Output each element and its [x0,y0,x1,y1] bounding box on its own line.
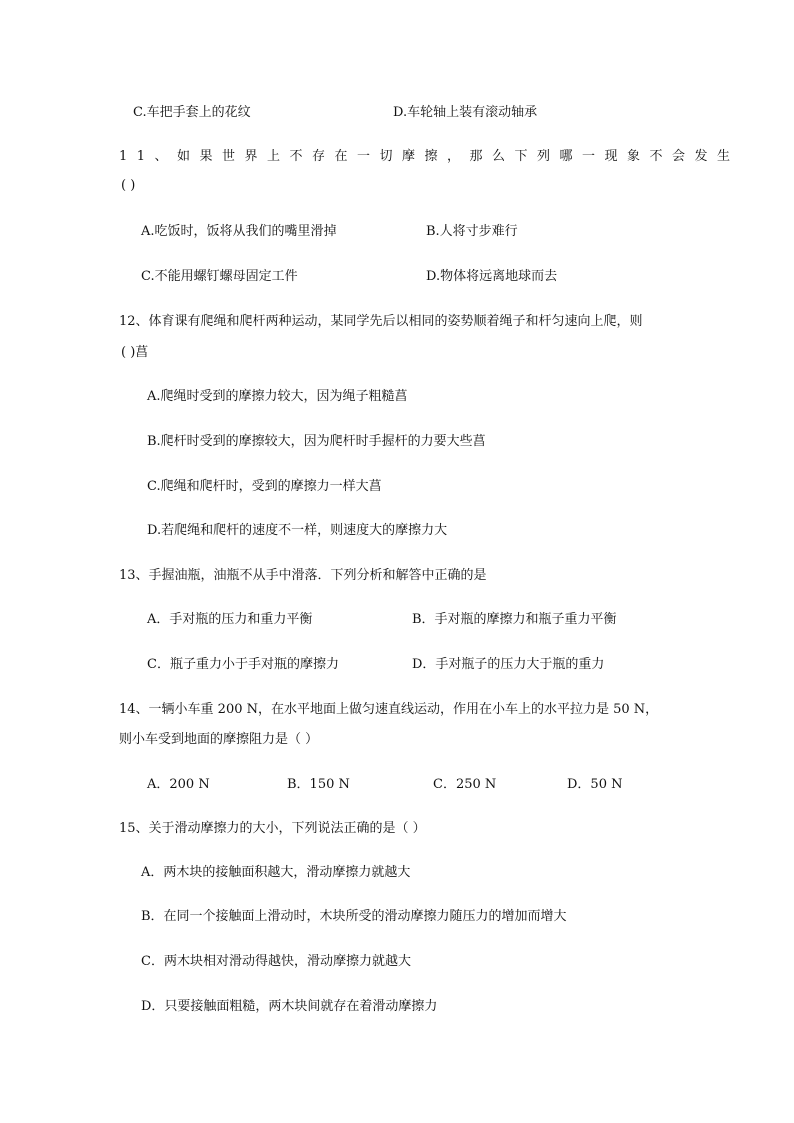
q12-stem: 12、体育课有爬绳和爬杆两种运动，某同学先后以相同的姿势顺着绳子和杆匀速向上爬，则 [119,314,643,329]
q11-option-a: A.吃饭时，饭将从我们的嘴里滑掉 [141,224,337,239]
q15-stem: 15、关于滑动摩擦力的大小，下列说法正确的是（ ） [119,821,426,836]
q15-option-a: A．两木块的接触面积越大，滑动摩擦力就越大 [141,865,411,880]
q15-option-d: D．只要接触面粗糙，两木块间就存在着滑动摩擦力 [141,999,438,1014]
q14-option-a: A．200 N [147,777,210,792]
q11-answer-paren: ( ) [121,178,136,193]
q10-option-c: C.车把手套上的花纹 [133,105,251,120]
q13-option-a: A．手对瓶的压力和重力平衡 [147,612,313,627]
q14-stem-line2: 则小车受到地面的摩擦阻力是（ ） [119,732,319,747]
q10-option-d: D.车轮轴上装有滚动轴承 [393,105,538,120]
q11-option-c: C.不能用螺钉螺母固定工件 [141,269,298,284]
q14-stem: 14、一辆小车重 200 N，在水平地面上做匀速直线运动，作用在小车上的水平拉力是 50 N， [119,702,659,717]
q13-option-b: B．手对瓶的摩擦力和瓶子重力平衡 [412,612,617,627]
q14-option-d: D．50 N [567,777,623,792]
q12-option-a: A.爬绳时受到的摩擦力较大，因为绳子粗糙菖 [147,389,408,404]
q15-option-c: C．两木块相对滑动得越快，滑动摩擦力就越大 [141,954,411,969]
q11-option-b: B.人将寸步难行 [426,224,518,239]
q12-answer-paren: ( )菖 [121,345,149,360]
q13-stem: 13、手握油瓶，油瓶不从手中滑落．下列分析和解答中正确的是 [119,568,487,583]
q15-option-b: B．在同一个接触面上滑动时，木块所受的滑动摩擦力随压力的增加而增大 [141,909,567,924]
q12-option-b: B.爬杆时受到的摩擦较大，因为爬杆时手握杆的力要大些菖 [147,434,486,449]
q12-option-c: C.爬绳和爬杆时，受到的摩擦力一样大菖 [147,479,382,494]
q12-option-d: D.若爬绳和爬杆的速度不一样，则速度大的摩擦力大 [147,523,448,538]
q13-option-c: C．瓶子重力小于手对瓶的摩擦力 [147,657,339,672]
q13-option-d: D．手对瓶子的压力大于瓶的重力 [412,657,605,672]
q11-option-d: D.物体将远离地球而去 [426,269,558,284]
q11-stem: 11、如果世界上不存在一切摩擦，那么下列哪一现象不会发生 [119,149,740,164]
q14-option-c: C．250 N [433,777,497,792]
q14-option-b: B．150 N [287,777,350,792]
